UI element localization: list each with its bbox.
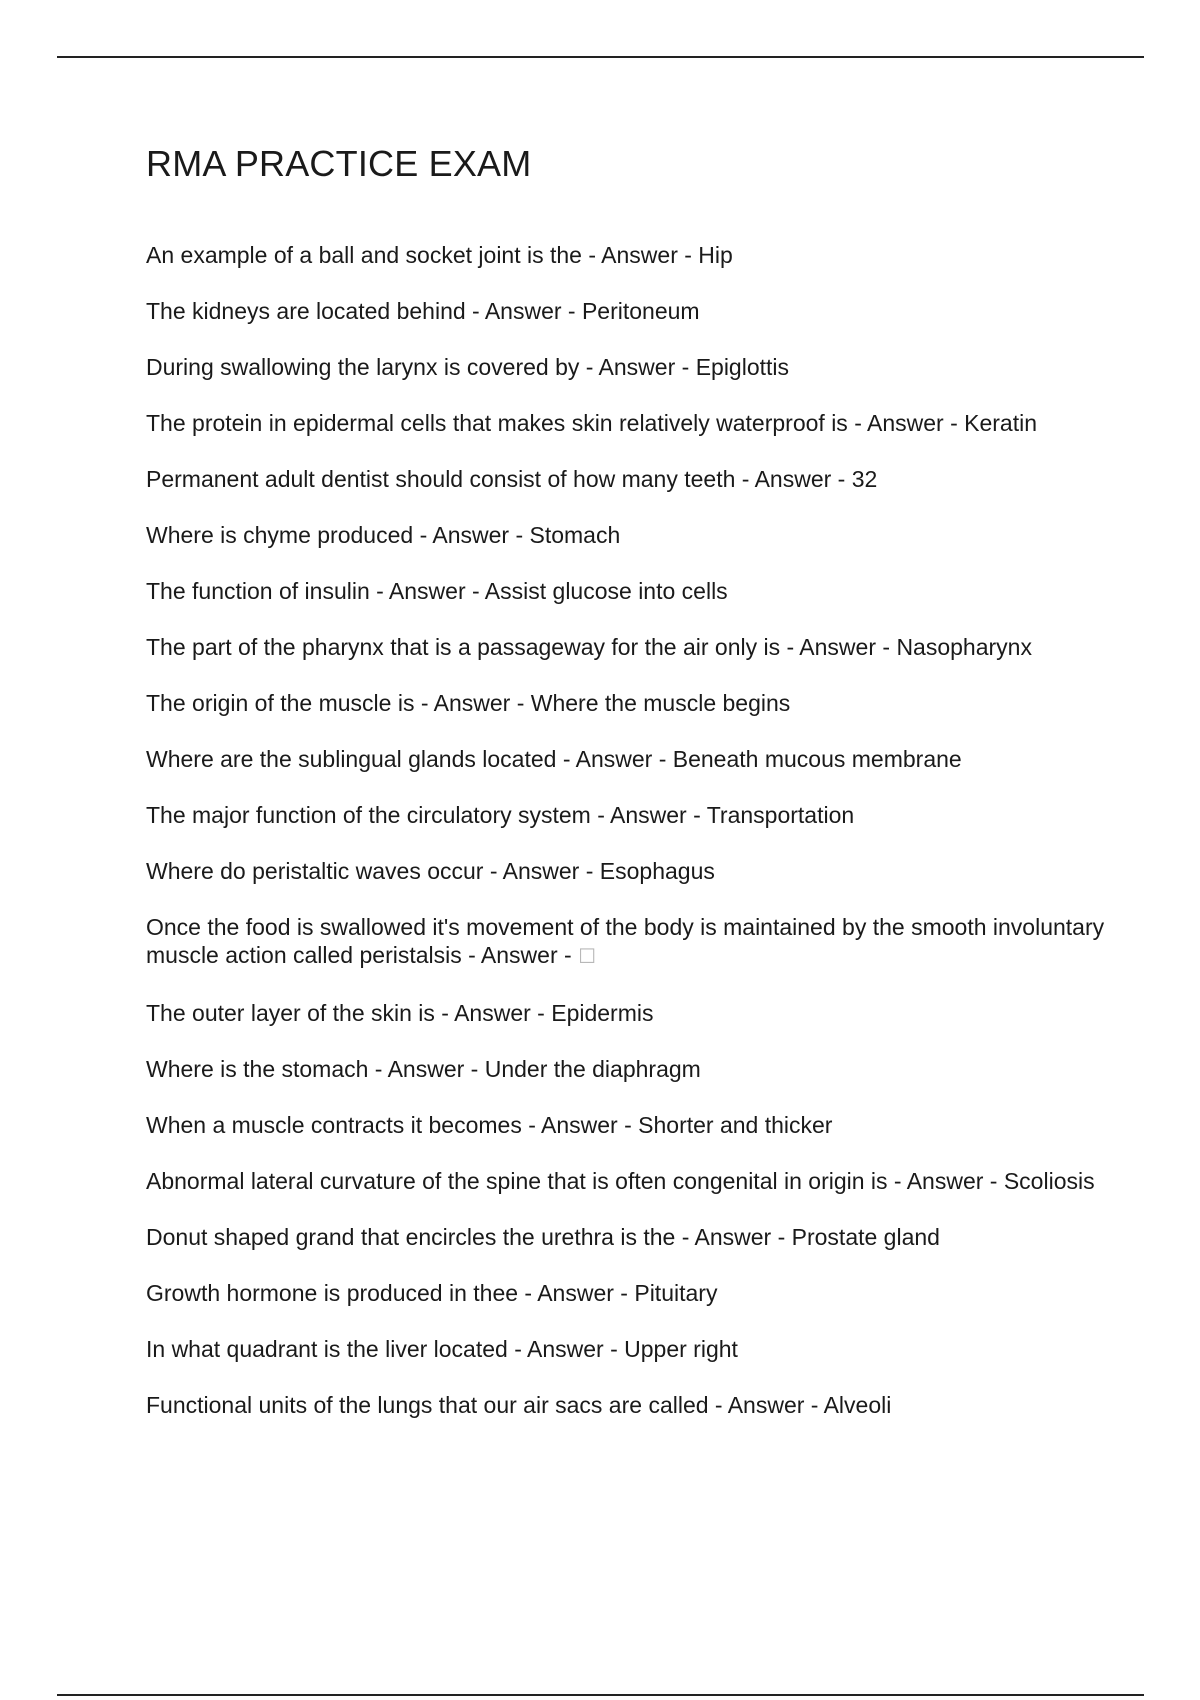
answer-text: Nasopharynx [896, 634, 1032, 660]
page-title: RMA PRACTICE EXAM [146, 143, 532, 184]
answer-text: Epidermis [551, 1000, 654, 1026]
answer-text: Epiglottis [695, 354, 790, 380]
answer-text: Where the muscle begins [530, 690, 791, 716]
answer-text: 32 [851, 466, 878, 492]
answer-separator: - Answer - [507, 1336, 625, 1362]
question-item [146, 1167, 1146, 1195]
question-text: During swallowing the larynx is covered by [146, 354, 580, 380]
answer-text: Keratin [964, 410, 1037, 436]
answer-separator: - Answer - [414, 690, 531, 716]
question-text: The major function of the circulatory system [146, 802, 591, 828]
question-text: Where is chyme produced [146, 522, 414, 548]
question-item [146, 521, 1146, 549]
question-text: In what quadrant is the liver located [146, 1336, 508, 1362]
answer-text: Prostate gland [791, 1224, 940, 1250]
question-text: Where are the sublingual glands located [146, 746, 557, 772]
question-item [146, 1223, 1146, 1251]
answer-separator: - Answer - [465, 298, 582, 324]
question-item [146, 1335, 1146, 1363]
answer-text: Esophagus [599, 858, 715, 884]
answer-text: Scoliosis [1003, 1168, 1095, 1194]
top-rule [57, 56, 1144, 58]
question-text: The part of the pharynx that is a passageway for the air only is [146, 634, 781, 660]
answer-separator: - Answer - [579, 354, 696, 380]
answer-separator: - Answer - [735, 466, 852, 492]
question-text: The function of insulin [146, 578, 370, 604]
question-item [146, 745, 1146, 773]
question-text: Abnormal lateral curvature of the spine that is often congenital in origin is [146, 1168, 888, 1194]
answer-text: Upper right [624, 1336, 738, 1362]
answer-separator: - Answer - [483, 858, 600, 884]
question-text: Once the food is swallowed it's movement of the body is maintained by the smooth involuntary muscle action called peristalsis [146, 914, 1105, 968]
question-text: The protein in epidermal cells that makes skin relatively waterproof is [146, 410, 848, 436]
question-item [146, 1055, 1146, 1083]
answer-separator: - Answer - [556, 746, 673, 772]
question-item [146, 857, 1146, 885]
question-item [146, 577, 1146, 605]
answer-separator: - Answer - [413, 522, 530, 548]
question-text: Where do peristaltic waves occur [146, 858, 484, 884]
question-text: The origin of the muscle is [146, 690, 415, 716]
answer-separator: - Answer - [521, 1112, 639, 1138]
answer-text: Peritoneum [581, 298, 700, 324]
answer-separator: - Answer - [461, 942, 579, 968]
question-text: Functional units of the lungs that our air sacs are called [146, 1392, 709, 1418]
answer-separator: - Answer - [675, 1224, 792, 1250]
answer-text: Beneath mucous membrane [672, 746, 962, 772]
answer-text: Stomach [529, 522, 621, 548]
question-item [146, 1111, 1146, 1139]
question-text: The kidneys are located behind [146, 298, 466, 324]
question-item [146, 633, 1146, 661]
answer-separator: - Answer - [581, 242, 699, 268]
answer-separator: - Answer - [590, 802, 707, 828]
question-item [146, 1279, 1146, 1307]
answer-text: Alveoli [823, 1392, 892, 1418]
question-item [146, 999, 1146, 1027]
question-item [146, 297, 1146, 325]
question-text: Permanent adult dentist should consist of how many teeth [146, 466, 736, 492]
answer-text: Transportation [706, 802, 855, 828]
answer-separator: - Answer - [369, 578, 485, 604]
answer-text: Under the diaphragm [484, 1056, 701, 1082]
answer-separator: - Answer - [518, 1280, 635, 1306]
question-item [146, 689, 1146, 717]
question-item [146, 465, 1146, 493]
answer-separator: - Answer - [780, 634, 897, 660]
question-text: Donut shaped grand that encircles the urethra is the [146, 1224, 676, 1250]
question-item [146, 1391, 1146, 1419]
question-text: Growth hormone is produced in thee [146, 1280, 519, 1306]
answer-separator: - Answer - [708, 1392, 824, 1418]
bottom-rule [57, 1694, 1144, 1696]
question-text: When a muscle contracts it becomes [146, 1112, 522, 1138]
answer-text: Shorter and thicker [638, 1112, 833, 1138]
question-text: The outer layer of the skin is [146, 1000, 435, 1026]
question-item [146, 241, 1146, 269]
answer-separator: - Answer - [887, 1168, 1004, 1194]
answer-text: Pituitary [634, 1280, 718, 1306]
question-item [146, 801, 1146, 829]
question-text: An example of a ball and socket joint is the [146, 242, 582, 268]
answer-text: Hip [698, 242, 733, 268]
answer-text: Assist glucose into cells [484, 578, 728, 604]
question-item [146, 409, 1146, 437]
answer-separator: - Answer - [847, 410, 965, 436]
answer-separator: - Answer - [434, 1000, 552, 1026]
question-item [146, 913, 1146, 971]
question-item [146, 353, 1146, 381]
answer-separator: - Answer - [368, 1056, 485, 1082]
answer-placeholder-glyph: ☐ [578, 946, 596, 968]
question-list [146, 241, 1146, 1447]
question-text: Where is the stomach [146, 1056, 369, 1082]
